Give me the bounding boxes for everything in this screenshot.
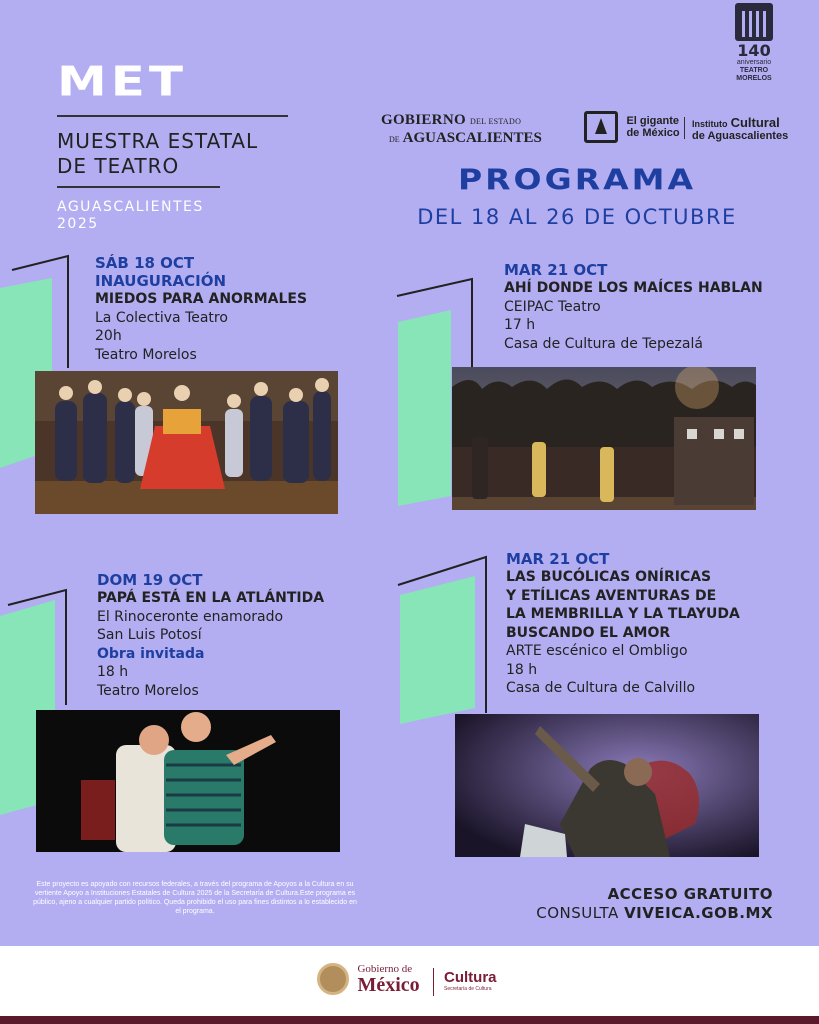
secretaria-cultura-logo: [444, 970, 497, 992]
event-venue: Teatro Morelos: [95, 346, 197, 363]
icea-line1-a: Instituto: [692, 119, 728, 129]
event-company: La Colectiva Teatro: [95, 309, 228, 326]
event-time: 20h: [95, 328, 122, 344]
event-card: [504, 261, 763, 353]
gob-line2-b: AGUASCALIENTES: [402, 130, 542, 146]
gobierno-aguascalientes-logo: [381, 112, 542, 148]
met-logo: MET: [57, 58, 188, 106]
stage-photo-illustration: [455, 714, 759, 857]
website-link[interactable]: VIVEICA.GOB.MX: [624, 904, 773, 922]
event-title: PAPÁ ESTÁ EN LA ATLÁNTIDA: [97, 590, 325, 606]
cultura-label: Cultura: [444, 969, 497, 986]
divider: [684, 117, 685, 139]
national-seal-icon: [317, 963, 349, 995]
event-venue: Casa de Cultura de Calvillo: [506, 680, 696, 696]
teatro-morelos-logo: [735, 3, 773, 93]
stage-photo-illustration: [35, 371, 338, 514]
event-photo: [35, 371, 338, 514]
program-dates: DEL 18 AL 26 DE OCTUBRE: [417, 205, 737, 229]
event-tag: INAUGURACIÓN: [95, 272, 227, 290]
stage-photo-illustration: [36, 710, 340, 852]
event-card: [506, 550, 740, 698]
event-date: SÁB 18 OCT: [95, 254, 195, 272]
place-name: AGUASCALIENTES: [57, 199, 204, 215]
a-monogram-icon: [584, 111, 618, 143]
cultura-sub-label: Secretaría de Cultura: [444, 986, 492, 992]
gobmx-line1: Gobierno de: [357, 962, 413, 975]
event-date: MAR 21 OCT: [506, 550, 610, 568]
gobierno-de-mexico-logo: [317, 963, 420, 995]
icea-line1-b: Cultural: [730, 115, 780, 130]
event-title-line: LA MEMBRILLA Y LA TLAYUDA: [506, 606, 740, 622]
event-date: DOM 19 OCT: [97, 571, 203, 589]
event-title: AHÍ DONDE LOS MAÍCES HABLAN: [504, 280, 763, 296]
event-title-line: Y ETÍLICAS AVENTURAS DE: [506, 587, 717, 604]
consulta-label: CONSULTA: [536, 904, 619, 922]
gigante-line2: de México: [626, 127, 680, 139]
event-time: 17 h: [504, 317, 536, 333]
gigante-line1: El gigante: [626, 115, 680, 127]
event-title-line: LAS BUCÓLICAS ONÍRICAS: [506, 569, 712, 585]
event-note: Obra invitada: [97, 645, 205, 662]
divider: [57, 115, 288, 117]
event-venue: Casa de Cultura de Tepezalá: [504, 335, 703, 352]
event-company: ARTE escénico el Ombligo: [506, 643, 688, 659]
event-date: MAR 21 OCT: [504, 261, 608, 279]
event-origin: San Luis Potosí: [97, 627, 202, 643]
event-venue: Teatro Morelos: [97, 682, 199, 699]
event-company: El Rinoceronte enamorado: [97, 608, 284, 625]
festival-name-line1: MUESTRA ESTATAL: [57, 129, 259, 153]
event-company: CEIPAC Teatro: [504, 298, 601, 315]
teatro-label: TEATRO: [739, 67, 769, 74]
event-title-line: BUSCANDO EL AMOR: [506, 624, 671, 641]
place-year: 2025: [57, 216, 99, 232]
event-time: 18 h: [97, 664, 129, 680]
event-card: [95, 254, 307, 364]
divider: [433, 968, 434, 996]
funding-disclaimer: Este proyecto es apoyado con recursos federales, a través del programa de Apoyos a la Cultura en su vertiente Apoyo a Instituciones Estatales de Cultura 2025 de la Secretaría de Cultura.Este programa es público, ajeno a cualquier partido político. Queda prohibido el uso para fines distintos a lo establecido en el programa.: [33, 881, 357, 915]
gob-line1-a: GOBIERNO: [381, 112, 466, 128]
festival-name: [57, 129, 258, 179]
event-photo: [36, 710, 340, 852]
program-title: PROGRAMA: [457, 163, 697, 197]
free-access-label: ACCESO GRATUITO: [607, 885, 773, 903]
event-photo: [455, 714, 759, 857]
event-card: [97, 571, 324, 700]
morelos-label: MORELOS: [736, 75, 772, 82]
gobmx-line2: México: [357, 973, 420, 996]
event-time: 18 h: [506, 661, 538, 678]
gigante-de-mexico-logo: [584, 111, 680, 143]
anniversary-label: aniversario: [736, 59, 772, 66]
stage-photo-illustration: [452, 367, 756, 510]
theater-building-icon: [735, 3, 773, 41]
instituto-cultural-logo: [692, 117, 788, 142]
bottom-strip: [0, 1016, 819, 1024]
festival-name-line2: DE TEATRO: [57, 154, 180, 178]
festival-place: [57, 199, 204, 233]
event-photo: [452, 367, 756, 510]
gob-line2-a: DE: [389, 135, 400, 144]
anniversary-number: 140: [737, 41, 771, 60]
divider: [57, 186, 220, 188]
gob-line1-b: DEL ESTADO: [469, 117, 522, 126]
access-info: [500, 885, 773, 923]
event-title: MIEDOS PARA ANORMALES: [95, 291, 308, 307]
icea-line2: de Aguascalientes: [692, 130, 789, 142]
